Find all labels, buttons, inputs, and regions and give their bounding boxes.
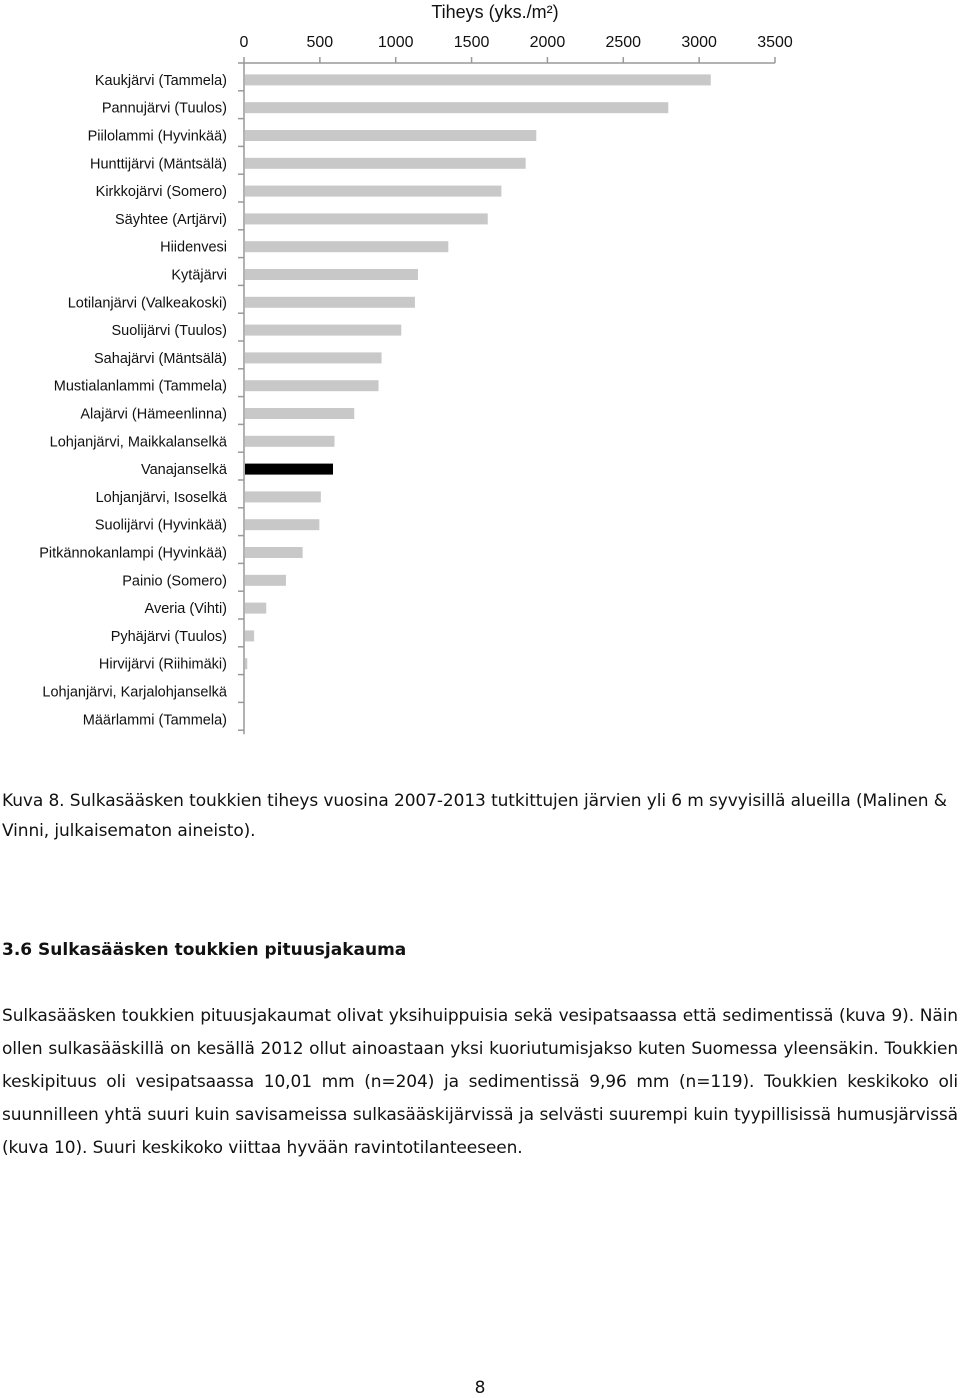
bar-20	[245, 630, 254, 641]
bar-15	[245, 491, 321, 502]
bar-17	[245, 547, 303, 558]
category-label: Kytäjärvi	[171, 267, 227, 284]
bar-6	[245, 241, 448, 252]
bar-10	[245, 352, 382, 363]
category-label: Painio (Somero)	[122, 573, 227, 590]
page-number: 8	[474, 1378, 486, 1398]
bar-19	[245, 603, 266, 614]
category-label: Hunttijärvi (Mäntsälä)	[90, 156, 227, 173]
bar-9	[245, 325, 401, 336]
bar-3	[245, 158, 526, 169]
category-label: Averia (Vihti)	[144, 601, 227, 618]
category-label: Piilolammi (Hyvinkää)	[87, 128, 227, 145]
category-label: Lohjanjärvi, Karjalohjanselkä	[42, 684, 227, 701]
category-label: Pannujärvi (Tuulos)	[101, 100, 227, 117]
chart-title: Tiheys (yks./m²)	[431, 2, 559, 22]
category-label: Suolijärvi (Tuulos)	[111, 323, 227, 340]
category-label: Sahajärvi (Mäntsälä)	[94, 350, 227, 367]
section-heading: 3.6 Sulkasääsken toukkien pituusjakauma	[2, 940, 407, 960]
bar-7	[245, 269, 418, 280]
bar-8	[245, 297, 415, 308]
category-label: Lohjanjärvi, Isoselkä	[95, 489, 227, 506]
bar-14	[245, 464, 333, 475]
category-label: Lotilanjärvi (Valkeakoski)	[67, 295, 227, 312]
category-label: Suolijärvi (Hyvinkää)	[94, 517, 227, 534]
category-label: Lohjanjärvi, Maikkalanselkä	[49, 434, 227, 451]
category-label: Hirvijärvi (Riihimäki)	[98, 656, 227, 673]
category-label: Mustialanlammi (Tammela)	[53, 378, 227, 395]
figure-caption: Kuva 8. Sulkasääsken toukkien tiheys vuosina 2007-2013 tutkittujen järvien yli 6 m syvyisillä alueilla (Malinen & Vinni, julkaisematon aineisto).	[2, 791, 947, 841]
bar-0	[245, 74, 711, 85]
x-tick-label: 3500	[757, 34, 793, 51]
category-label: Vanajanselkä	[141, 462, 227, 479]
bar-4	[245, 186, 501, 197]
x-tick-label: 1500	[453, 34, 490, 51]
bar-18	[245, 575, 286, 586]
category-label: Säyhtee (Artjärvi)	[114, 211, 227, 228]
x-tick-label: 1000	[377, 34, 414, 51]
bar-5	[245, 213, 488, 224]
x-tick-label: 500	[306, 34, 334, 51]
category-label: Kaukjärvi (Tammela)	[94, 72, 227, 89]
category-label: Kirkkojärvi (Somero)	[95, 184, 227, 201]
x-tick-label: 3000	[681, 34, 717, 51]
category-label: Pyhäjärvi (Tuulos)	[110, 628, 227, 645]
bar-2	[245, 130, 536, 141]
category-label: Pitkännokanlampi (Hyvinkää)	[39, 545, 227, 562]
bar-1	[245, 102, 668, 113]
bar-21	[245, 658, 247, 669]
body-paragraph: Sulkasääsken toukkien pituusjakaumat olivat yksihuippuisia sekä vesipatsaassa että sedimentissä (kuva 9). Näin ollen sulkasääskillä on kesällä 2012 ollut ainoastaan yksi kuoriutumisjakso kuten Suomessa yleensäkin. Toukkien keskipituus oli vesipatsaassa 10,01 mm (n=204) ja sedimentissä 9,96 mm (n=119). Toukkien keskikoko oli suunnilleen yhtä suuri kuin savisameissa sulkasääskijärvissä ja selvästi suurempi kuin tyypillisissä humusjärvissä (kuva 10). Suuri keskikoko viittaa hyvään ravintotilanteeseen.	[2, 1006, 958, 1158]
x-tick-label: 2500	[605, 34, 642, 51]
bar-11	[245, 380, 379, 391]
category-label: Hiidenvesi	[160, 239, 227, 256]
x-tick-label: 0	[239, 34, 249, 51]
x-tick-label: 2000	[529, 34, 566, 51]
category-label: Määrlammi (Tammela)	[82, 712, 227, 729]
bar-16	[245, 519, 319, 530]
category-label: Alajärvi (Hämeenlinna)	[80, 406, 227, 423]
bar-13	[245, 436, 335, 447]
bar-12	[245, 408, 354, 419]
